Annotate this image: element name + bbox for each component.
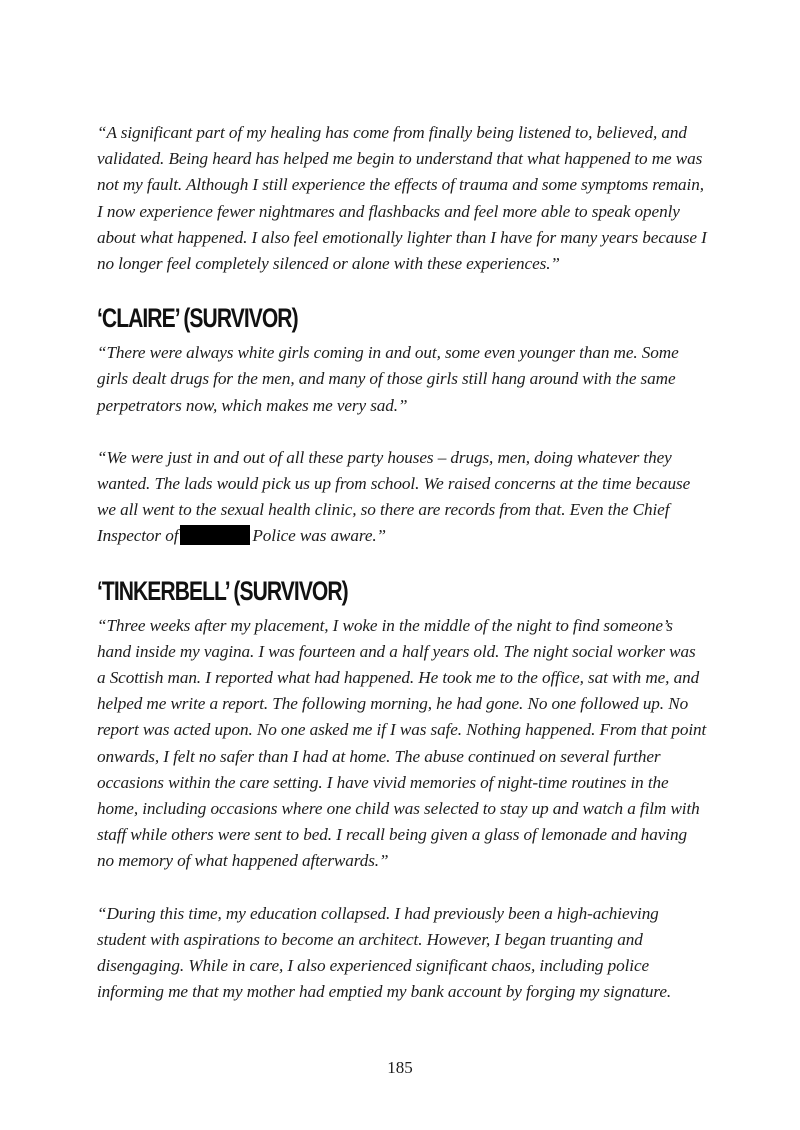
paragraph-gap — [97, 419, 707, 445]
tinkerbell-quote-1: “Three weeks after my placement, I woke in the middle of the night to find someone’s hand inside my vagina. I was fourteen and a half years old. The night social worker was a Scottish man. I reported what had happened. He took me to the office, sat with me, and helped me write a report. The following morning, he had gone. No one followed up. No report was acted upon. No one asked me if I was safe. Nothing happened. From that point onwards, I felt no safer than I had at home. The abuse continued on several further occasions within the care setting. I have vivid memories of night-time routines in the home, including occasions where one child was selected to stay up and watch a film with staff while others were sent to bed. I recall being given a glass of lemonade and having no memory of what happened afterwards.” — [97, 615, 707, 871]
paragraph-gap — [97, 875, 707, 901]
claire-quote-2-text: “We were just in and out of all these party houses – drugs, men, doing whatever they wanted. The lads would pick us up from school. We raised concerns at the time because we all went to the sexual health clinic, so there are records from that. Even the Chief Inspector of — [97, 447, 691, 546]
page-number: 185 — [387, 1058, 413, 1077]
intro-quote: “A significant part of my healing has come from finally being listened to, believed, and validated. Being heard has helped me begin to understand that what happened to me was not my fault. Although I still experience the effects of trauma and some symptoms remain, I now experience fewer nightmares and flashbacks and feel more able to speak openly about what happened. I also feel emotionally lighter than I have for many years because I no longer feel completely silenced or alone with these experiences.” — [97, 123, 707, 274]
redaction-block — [180, 525, 250, 545]
claire-quote-2-ending: Police was aware.” — [252, 526, 387, 546]
page-body — [97, 120, 707, 1005]
tinkerbell-heading: ‘TINKERBELL’ (SURVIVOR) — [97, 575, 348, 606]
claire-quote-1: “There were always white girls coming in and out, some even younger than me. Some girls dealt drugs for the men, and many of those girls still hang around with the same perpetrators now, which makes me very sad.” — [97, 343, 679, 415]
claire-quote-2 — [97, 445, 707, 550]
claire-heading: ‘CLAIRE’ (SURVIVOR) — [97, 303, 298, 334]
tinkerbell-quote-2: “During this time, my education collapsed. I had previously been a high-achieving student with aspirations to become an architect. However, I began truanting and disengaging. While in care, I also experienced significant chaos, including police informing me that my mother had emptied my bank account by forging my signature. — [97, 903, 672, 1002]
